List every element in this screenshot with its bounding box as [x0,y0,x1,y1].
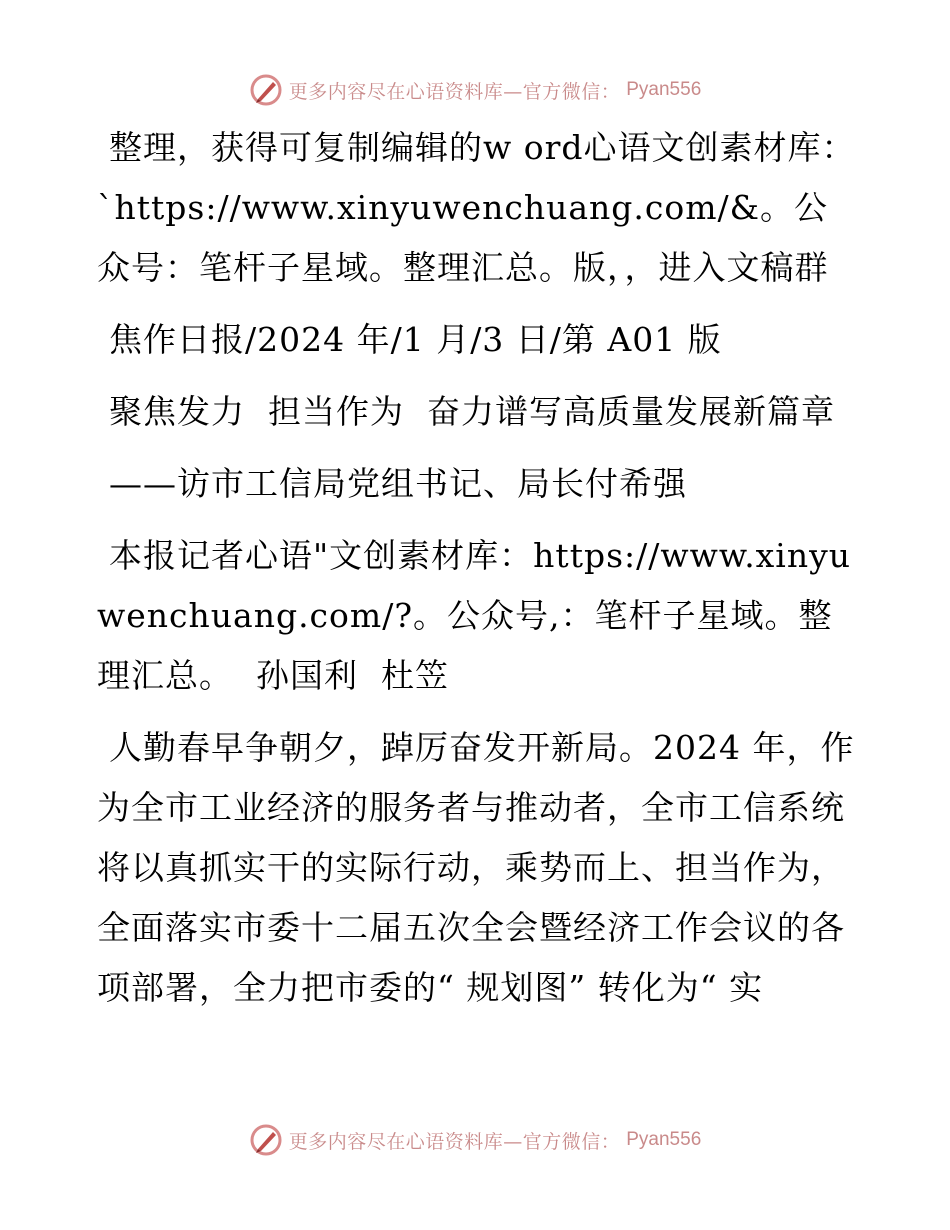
paragraph-byline: 本报记者心语"文创素材库：https://www.xinyuwenchuang.com/?。公众号,：笔杆子星域。整理汇总。 孙国利 杜笠 [97,536,851,695]
watermark-contact: Pyan556 [626,79,702,100]
watermark-contact: Pyan556 [626,1129,702,1150]
pen-logo-icon [249,1123,283,1157]
watermark-text: 更多内容尽在心语资料库—官方微信： [288,1130,621,1153]
paragraph-body: 人勤春早争朝夕，踔厉奋发开新局。2024 年，作为全市工业经济的服务者与推动者，全市工信系统将以真抓实干的实际行动，乘势而上、担当作为，全面落实市委十二届五次全会暨经济工作会议的各项部署，全力把市委的“ 规划图” 转化为“ 实 [97,728,855,1007]
paragraph-source-line: 焦作日报/2024 年/1 月/3 日/第 A01 版 [109,320,722,359]
article-title: 聚焦发力 担当作为 奋力谱写高质量发展新篇章 [109,392,835,431]
document-body [97,118,857,1030]
footer-watermark [0,1120,950,1160]
paragraph-intro-note: 整理，获得可复制编辑的w ord心语文创素材库：`https://www.xinyuwenchuang.com/&。公众号：笔杆子星域。整理汇总。版，，进入文稿群 [97,128,856,287]
watermark-text: 更多内容尽在心语资料库—官方微信： [288,80,621,103]
article-subtitle: ——访市工信局党组书记、局长付希强 [109,464,687,503]
header-watermark [0,70,950,110]
pen-logo-icon [249,73,283,107]
